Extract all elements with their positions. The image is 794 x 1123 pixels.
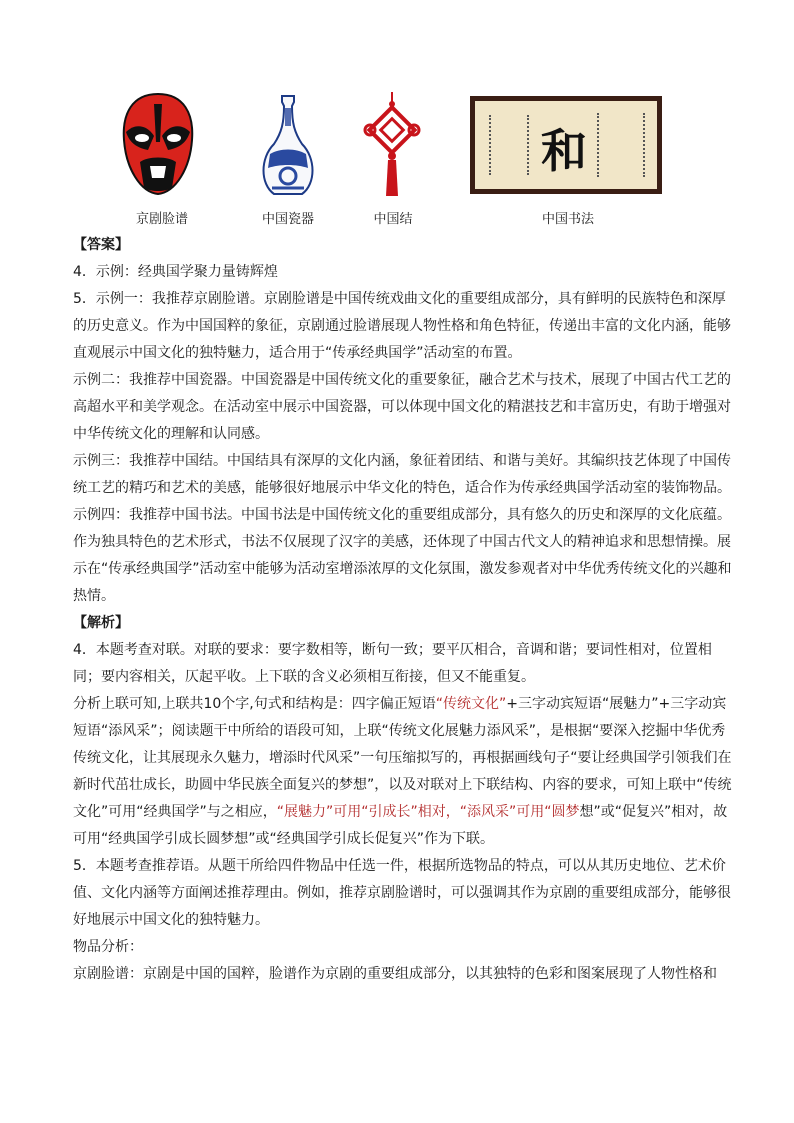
calligraphy-scroll-icon [470, 96, 662, 194]
analysis-text: +三字动宾短语“展魅力”+三字动宾短语“添风采”；阅读题干中所给的语段可知，上联“传统文化展魅力添风采”，是根据“要深入挖掘中华优秀传统文化，让其展现永久魅力，增添时代风采”一句压缩拟写的，再根据画线句子“要让经典国学引领我们在新时代茁壮成长，助圆中华民族全面复兴的梦想”，以及对联对上下联结构、内容的要求，可知上联中“传统文化”可用“经典国学”与之相应， [73, 696, 732, 820]
analysis-paragraph: 京剧脸谱：京剧是中国的国粹，脸谱作为京剧的重要组成部分，以其独特的色彩和图案展现了人物性格和 [73, 966, 717, 982]
figure-caption: 中国结 [373, 212, 413, 227]
answer-header: 【答案】 [73, 237, 129, 253]
answer-paragraph: 示例四：我推荐中国书法。中国书法是中国传统文化的重要组成部分，具有悠久的历史和深厚的文化底蕴。作为独具特色的艺术形式，书法不仅展现了汉字的美感，还体现了中国古代文人的精神追求和思想情操。展示在“传承经典国学”活动室中能够为活动室增添浓厚的文化氛围，激发参观者对中华优秀传统文化的兴趣和热情。 [73, 507, 732, 604]
answer-paragraph: 示例二：我推荐中国瓷器。中国瓷器是中国传统文化的重要象征，融合艺术与技术，展现了中国古代工艺的高超水平和美学观念。在活动室中展示中国瓷器，可以体现中国文化的精湛技艺和丰富历史，有助于增强对中华传统文化的理解和认同感。 [73, 372, 731, 442]
highlighted-text: “传统文化” [435, 696, 507, 712]
analysis-paragraph [73, 691, 733, 853]
figure-row [0, 92, 794, 232]
calligraphy-paper [475, 101, 657, 189]
analysis-paragraph: 5．本题考查推荐语。从题干所给四件物品中任选一件，根据所选物品的特点，可以从其历史地位、艺术价值、文化内涵等方面阐述推荐理由。例如，推荐京剧脸谱时，可以强调其作为京剧的重要组成部分，能够很好地展示中国文化的独特魅力。 [73, 858, 731, 928]
figure-caption: 中国瓷器 [261, 212, 314, 227]
analysis-paragraph: 4．本题考查对联。对联的要求：要字数相等，断句一致；要平仄相合，音调和谐；要词性相对，位置相同；要内容相关，仄起平收。上下联的含义必须相互衔接，但又不能重复。 [73, 642, 712, 685]
analysis-header: 【解析】 [73, 615, 129, 631]
porcelain-vase-figure [258, 92, 318, 204]
analysis-text: 分析上联可知,上联共10个字,句式和结构是：四字偏正短语 [73, 696, 436, 712]
document-body [73, 232, 733, 988]
analysis-paragraph: 物品分析： [73, 939, 143, 955]
chinese-knot-figure [362, 92, 422, 204]
highlighted-text: “展魅力”可用“引成长”相对，“添风采”可用“圆梦 [276, 804, 580, 820]
answer-paragraph: 4．示例：经典国学聚力量铸辉煌 [73, 264, 278, 280]
porcelain-vase-icon [258, 92, 318, 200]
calligraphy-inscription-left [489, 115, 529, 175]
answer-paragraph: 5．示例一：我推荐京剧脸谱。京剧脸谱是中国传统戏曲文化的重要组成部分，具有鲜明的民族特色和深厚的历史意义。作为中国国粹的象征，京剧通过脸谱展现人物性格和角色特征，传递出丰富的文化内涵，能够直观展示中国文化的独特魅力，适合用于“传承经典国学”活动室的布置。 [73, 291, 731, 361]
opera-mask-icon [118, 92, 198, 196]
calligraphy-inscription-right [597, 113, 645, 177]
analysis-text: 想”或“促复兴”相对，故可用“经典国学引成长圆梦想”或“经典国学引成长促复兴”作为下联。 [73, 804, 728, 847]
figure-caption: 中国书法 [541, 212, 594, 227]
calligraphy-character: 和 [541, 124, 587, 178]
answer-paragraph: 示例三：我推荐中国结。中国结具有深厚的文化内涵，象征着团结、和谐与美好。其编织技艺体现了中国传统工艺的精巧和艺术的美感，能够很好地展示中华文化的特色，适合作为传承经典国学活动室的装饰物品。 [73, 453, 731, 496]
figure-caption: 京剧脸谱 [135, 212, 188, 227]
chinese-knot-icon [362, 92, 422, 200]
opera-mask-figure [118, 92, 198, 200]
